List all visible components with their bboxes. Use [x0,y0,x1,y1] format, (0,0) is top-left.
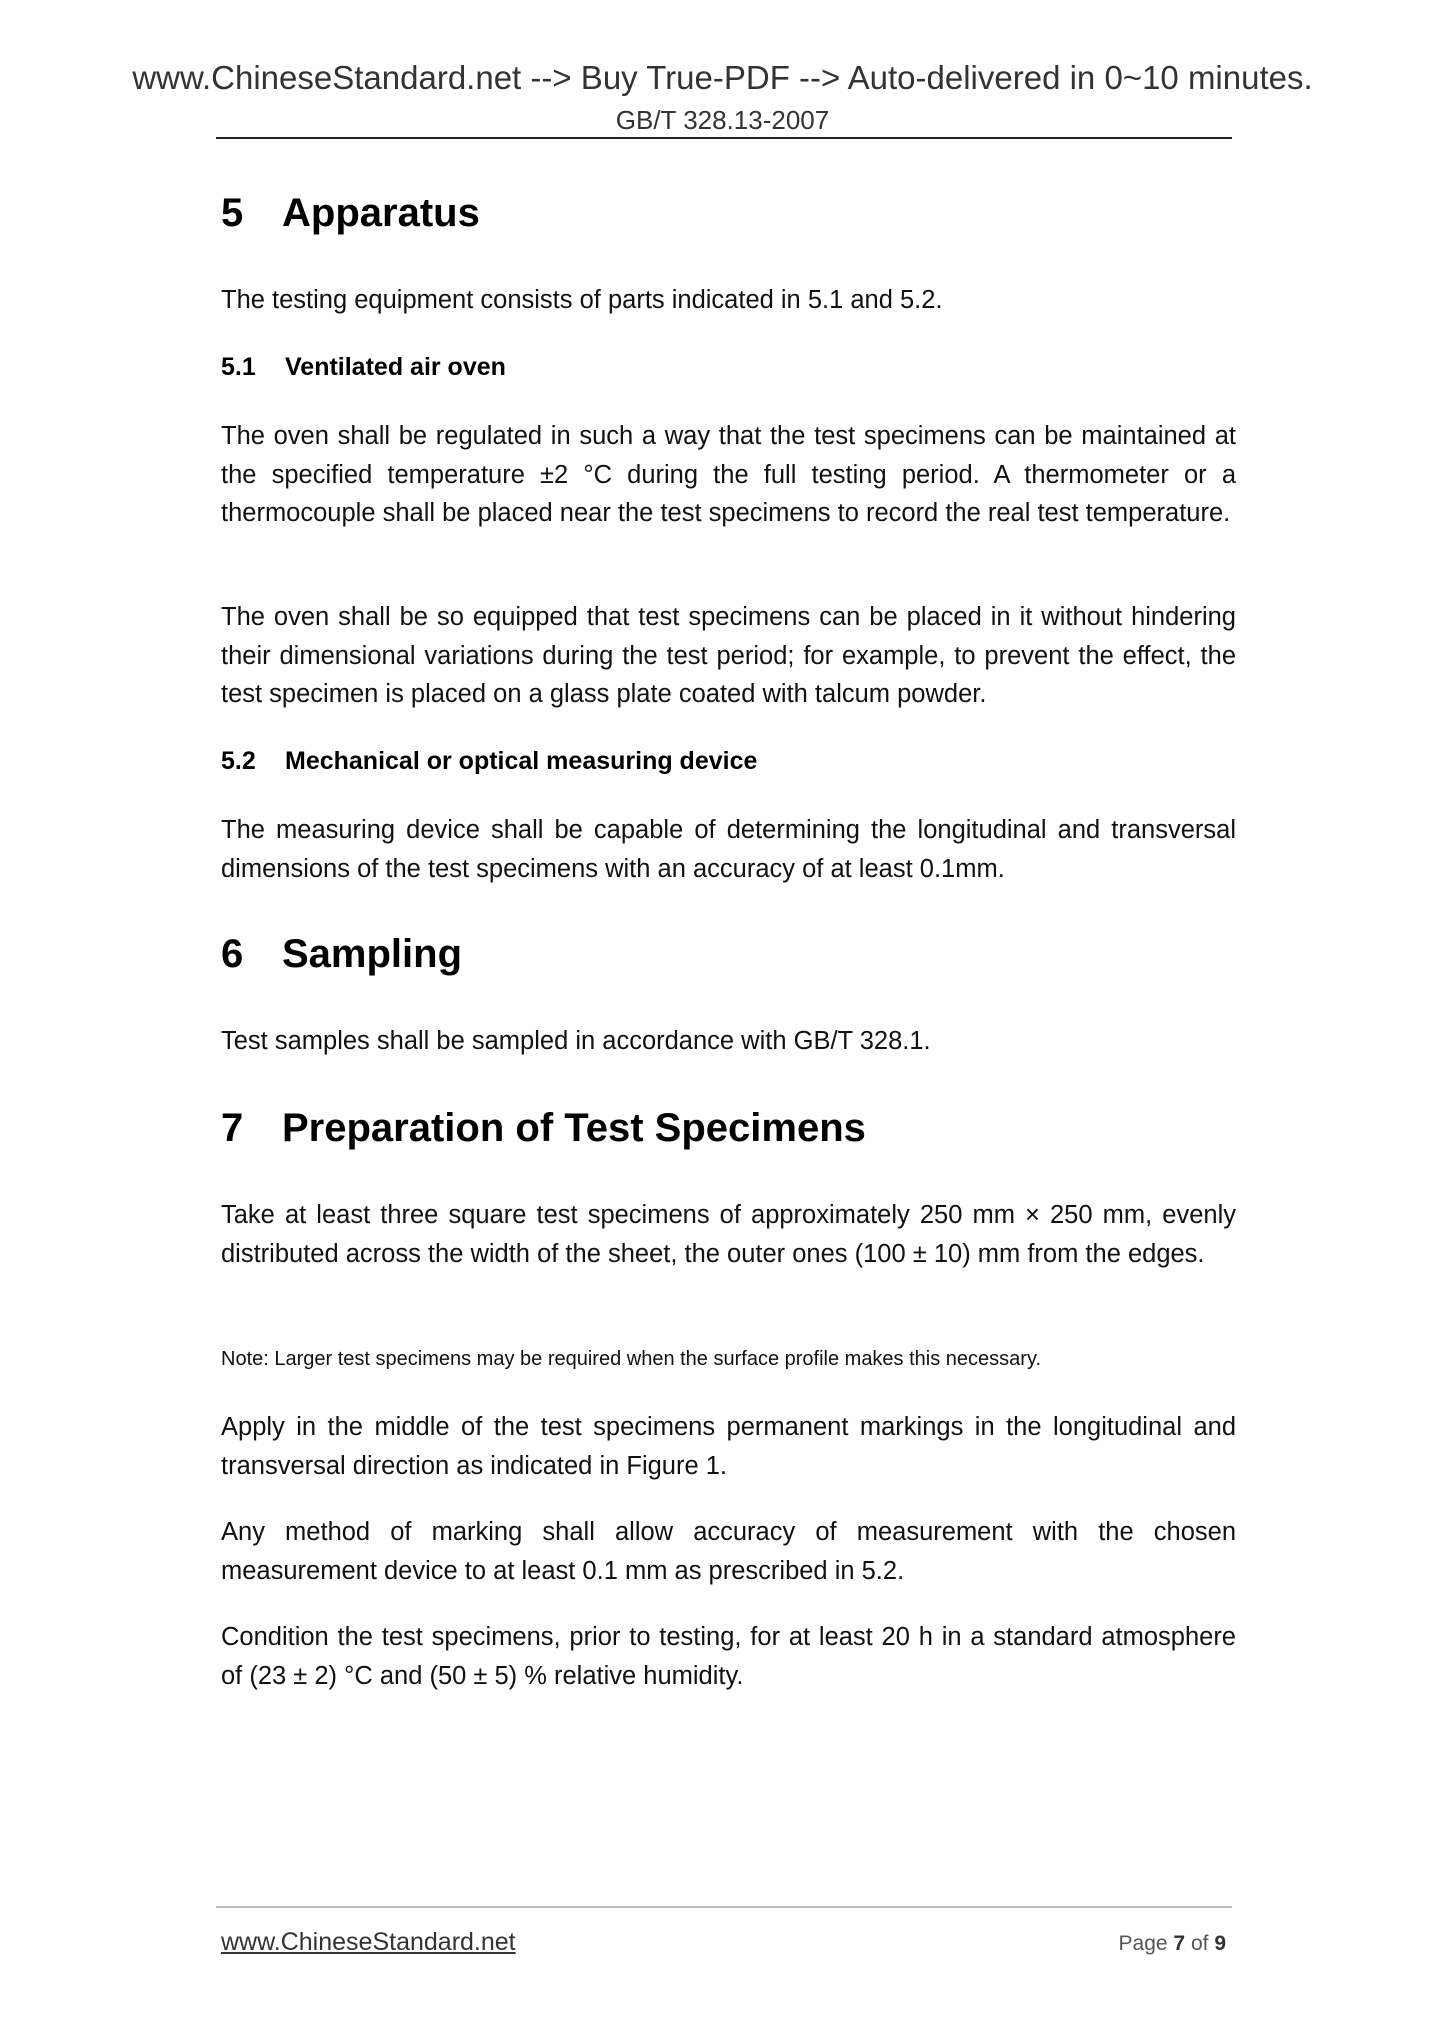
section-5-heading [221,188,1236,238]
section-5-1-heading [221,350,1236,384]
section-6-title: Sampling [282,932,463,976]
section-5-2-title: Mechanical or optical measuring device [285,747,758,775]
header-banner: www.ChineseStandard.net --> Buy True-PDF --> Auto-delivered in 0~10 minutes. [132,59,1313,96]
footer-divider [216,1906,1232,1908]
section-5-1-paragraph-2: The oven shall be so equipped that test specimens can be placed in it without hindering their dimensional variations during the test period; for example, to prevent the effect, the test specimen is placed on a glass plate coated with talcum powder. [221,603,1236,708]
section-7-paragraph-3: Any method of marking shall allow accuracy of measurement with the chosen measurement device to at least 0.1 mm as prescribed in 5.2. [221,1518,1236,1585]
section-7-paragraph-4: Condition the test specimens, prior to testing, for at least 20 h in a standard atmosphere of (23 ± 2) °C and (50 ± 5) % relative humidity. [221,1623,1236,1690]
header-divider [216,137,1232,139]
section-5-2-number: 5.2 [221,747,256,775]
page-total: 9 [1214,1932,1226,1955]
section-5-1-title: Ventilated air oven [285,353,506,381]
section-7-paragraph-1: Take at least three square test specimens of approximately 250 mm × 250 mm, evenly distributed across the width of the sheet, the outer ones (100 ± 10) mm from the edges. [221,1201,1236,1268]
section-5-title: Apparatus [282,191,480,235]
section-5-1-number: 5.1 [221,353,256,381]
footer-website-link[interactable]: www.ChineseStandard.net [221,1928,516,1956]
section-7-heading [221,1103,1236,1153]
page-prefix: Page [1118,1932,1168,1955]
section-7-paragraph-2: Apply in the middle of the test specimens permanent markings in the longitudinal and transversal direction as indicated in Figure 1. [221,1413,1236,1480]
section-5-intro: The testing equipment consists of parts indicated in 5.1 and 5.2. [221,286,943,314]
section-5-2-heading [221,744,1236,778]
section-6-number: 6 [221,932,244,976]
section-5-2-paragraph: The measuring device shall be capable of determining the longitudinal and transversal dimensions of the test specimens with an accuracy of at least 0.1mm. [221,816,1236,883]
section-6-heading [221,929,1236,979]
section-7-title: Preparation of Test Specimens [282,1106,866,1150]
section-6-paragraph: Test samples shall be sampled in accordance with GB/T 328.1. [221,1027,931,1055]
section-7-note: Note: Larger test specimens may be required when the surface profile makes this necessary. [221,1348,1042,1370]
page-current: 7 [1173,1932,1186,1955]
page-of: of [1190,1932,1209,1955]
page-number [1119,1930,1226,1958]
document-code: GB/T 328.13-2007 [615,105,830,135]
section-7-number: 7 [221,1106,244,1150]
section-5-1-paragraph-1: The oven shall be regulated in such a way that the test specimens can be maintained at the specified temperature ±2 °C during the full testing period. A thermometer or a thermocouple shall be placed near the test specimens to record the real test temperature. [221,422,1236,527]
section-5-number: 5 [221,191,244,235]
